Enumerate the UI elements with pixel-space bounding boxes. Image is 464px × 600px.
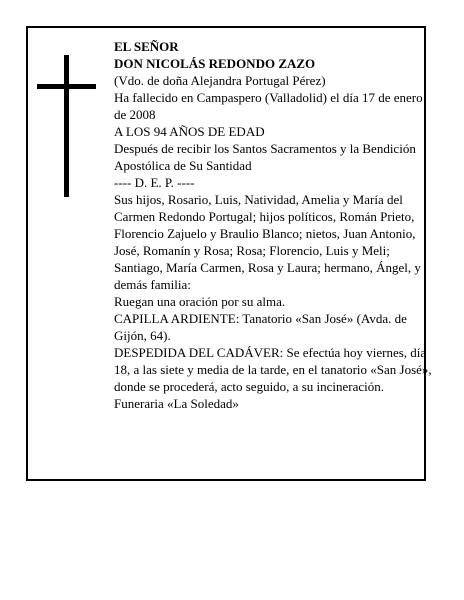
cross-vertical-bar bbox=[64, 55, 69, 197]
obituary-text bbox=[114, 38, 432, 412]
rip-line: ---- D. E. P. ---- bbox=[114, 175, 195, 190]
title-line-1: EL SEÑOR bbox=[114, 39, 179, 54]
farewell-line: DESPEDIDA DEL CADÁVER: Se efectúa hoy viernes, día 18, a las siete y media de la tarde, en el tanatorio «San José», donde se procederá, acto seguido, a su incineración. bbox=[114, 345, 432, 394]
family-line: Sus hijos, Rosario, Luis, Natividad, Amelia y María del Carmen Redondo Portugal; hijos políticos, Román Prieto, Florencio Zajuelo y Braulio Blanco; nietos, Juan Antonio, José, Romanín y Rosa; Rosa; Florencio, Luis y Meli; Santiago, María Carmen, Rosa y Laura; hermano, Ángel, y demás familia: bbox=[114, 192, 421, 292]
title-line-2: DON NICOLÁS REDONDO ZAZO bbox=[114, 56, 316, 71]
age-line: A LOS 94 AÑOS DE EDAD bbox=[114, 124, 265, 139]
chapel-line: CAPILLA ARDIENTE: Tanatorio «San José» (Avda. de Gijón, 64). bbox=[114, 311, 407, 343]
death-line: Ha fallecido en Campaspero (Valladolid) el día 17 de enero de 2008 bbox=[114, 90, 423, 122]
cross-horizontal-bar bbox=[37, 84, 96, 89]
sacraments-line: Después de recibir los Santos Sacramentos y la Bendición Apostólica de Su Santidad bbox=[114, 141, 416, 173]
funeral-home-line: Funeraria «La Soledad» bbox=[114, 396, 239, 411]
prayer-line: Ruegan una oración por su alma. bbox=[114, 294, 286, 309]
widower-of: (Vdo. de doña Alejandra Portugal Pérez) bbox=[114, 73, 326, 88]
